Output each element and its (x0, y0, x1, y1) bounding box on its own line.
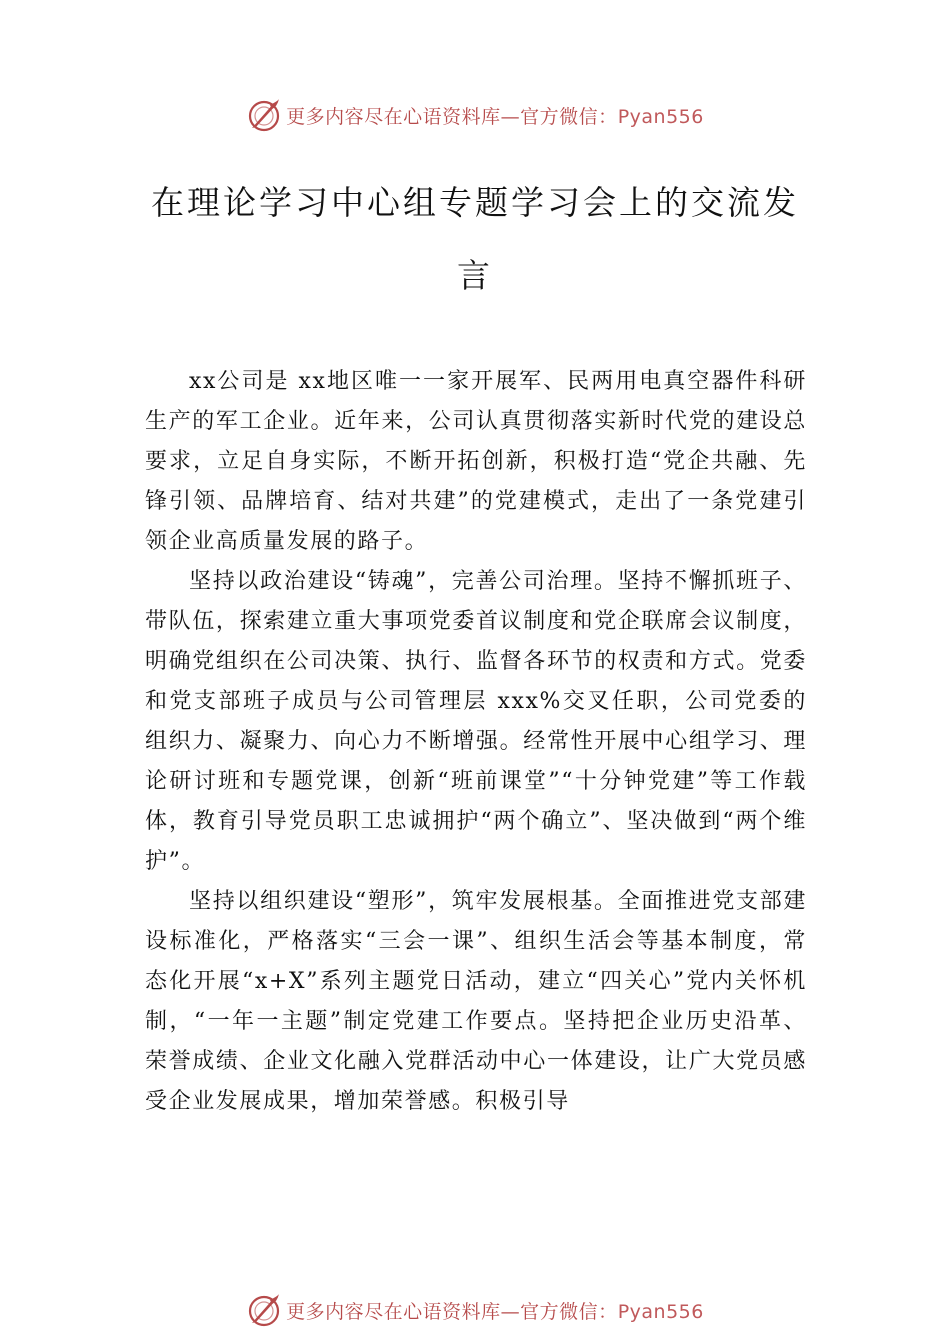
document-title: 在理论学习中心组专题学习会上的交流发言 (151, 183, 799, 295)
watermark-text (286, 102, 704, 129)
paragraph-intro: xx公司是 xx地区唯一一家开展军、民两用电真空器件科研生产的军工企业。近年来，公司认真贯彻落实新时代党的建设总要求，立足自身实际，不断开拓创新，积极打造“党企共融、先锋引领、品牌培育、结对共建”的党建模式，走出了一条党建引领企业高质量发展的路子。 (145, 369, 807, 554)
watermark-label: 官方微信： (520, 105, 618, 128)
watermark-wechat-id: Pyan556 (617, 105, 704, 128)
watermark-wechat-id: Pyan556 (617, 1300, 704, 1323)
watermark-separator: — (500, 1300, 521, 1323)
document-body (145, 362, 807, 1122)
quill-circle-logo-icon (246, 97, 282, 133)
watermark-text (286, 1297, 704, 1324)
paragraph-political-building: 坚持以政治建设“铸魂”，完善公司治理。坚持不懈抓班子、带队伍，探索建立重大事项党委首议制度和党企联席会议制度，明确党组织在公司决策、执行、监督各环节的权责和方式。党委和党支部班子成员与公司管理层 xxx%交叉任职，公司党委的组织力、凝聚力、向心力不断增强。经常性开展中心组学习、理论研讨班和专题党课，创新“班前课堂”“十分钟党建”等工作载体，教育引导党员职工忠诚拥护“两个确立”、坚决做到“两个维护”。 (145, 569, 807, 874)
header-watermark (0, 95, 950, 135)
quill-circle-logo-icon (246, 1292, 282, 1328)
watermark-label: 官方微信： (520, 1300, 618, 1323)
watermark-prefix: 更多内容尽在心语资料库 (286, 105, 501, 128)
watermark-separator: — (500, 105, 521, 128)
watermark-prefix: 更多内容尽在心语资料库 (286, 1300, 501, 1323)
paragraph-organization-building: 坚持以组织建设“塑形”，筑牢发展根基。全面推进党支部建设标准化，严格落实“三会一课”、组织生活会等基本制度，常态化开展“x+X”系列主题党日活动，建立“四关心”党内关怀机制，“一年一主题”制定党建工作要点。坚持把企业历史沿革、荣誉成绩、企业文化融入党群活动中心一体建设，让广大党员感受企业发展成果，增加荣誉感。积极引导 (145, 889, 807, 1114)
footer-watermark (0, 1290, 950, 1330)
